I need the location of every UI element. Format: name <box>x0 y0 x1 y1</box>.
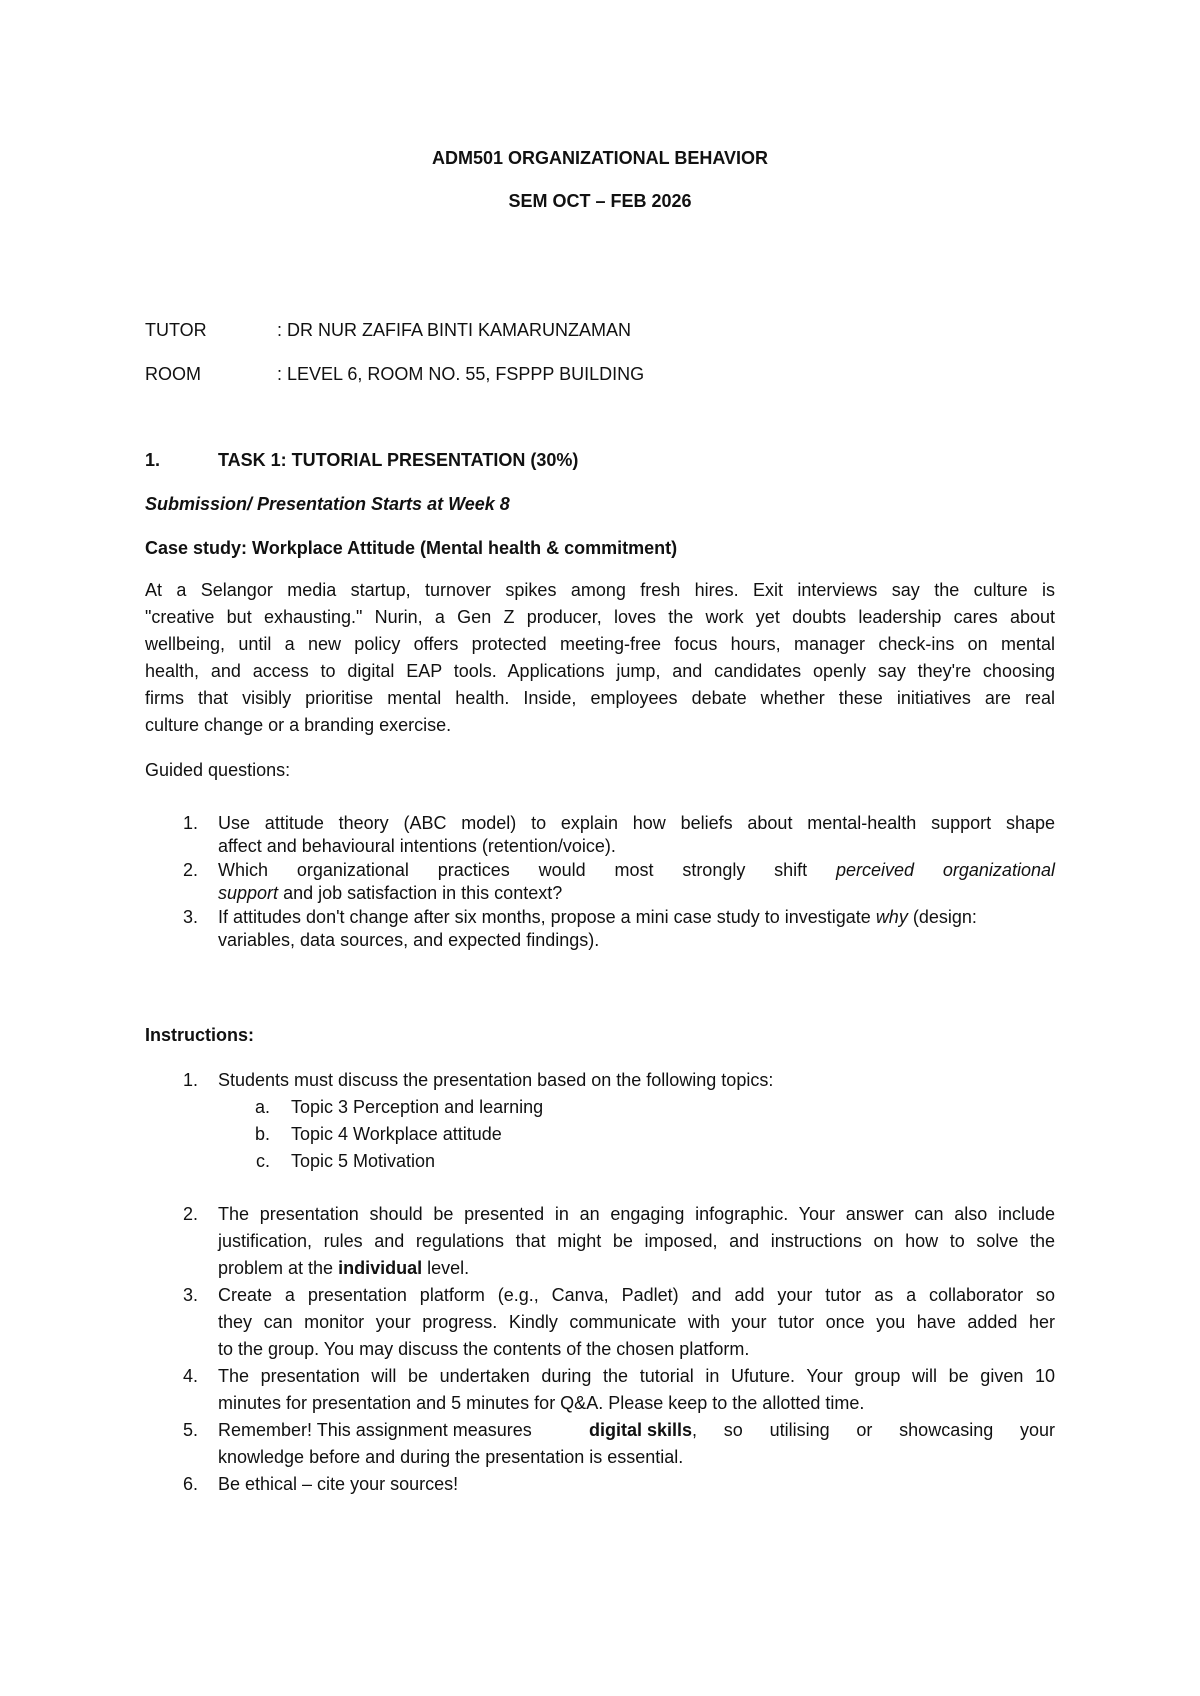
question-number: 1. <box>182 813 198 833</box>
question-text: Use attitude theory (ABC model) to explain how beliefs about mental-health support shape <box>218 813 1055 833</box>
instruction-bold: individual <box>338 1258 423 1278</box>
instruction-text <box>218 1420 1055 1441</box>
tutor-value: : DR NUR ZAFIFA BINTI KAMARUNZAMAN <box>277 320 632 340</box>
instruction-text-cont: minutes for presentation and 5 minutes for Q&A. Please keep to the allotted time. <box>218 1393 865 1413</box>
question-rest: and job satisfaction in this context? <box>283 883 563 903</box>
task-title: TASK 1: TUTORIAL PRESENTATION (30%) <box>218 450 579 470</box>
submission-note: Submission/ Presentation Starts at Week 8 <box>145 494 510 514</box>
instruction-number: 2. <box>182 1204 198 1224</box>
case-line: health, and access to digital EAP tools. Applications jump, and candidates openly say they're choosing <box>145 661 1055 681</box>
question-italic: organizational <box>942 860 1055 880</box>
instruction-text: Students must discuss the presentation based on the following topics: <box>218 1070 774 1090</box>
instruction-number: 5. <box>182 1420 198 1440</box>
question-word: most <box>614 860 654 880</box>
guided-questions-label: Guided questions: <box>145 760 291 780</box>
instruction-number: 6. <box>182 1474 198 1494</box>
question-number: 2. <box>182 860 198 880</box>
course-title: ADM501 ORGANIZATIONAL BEHAVIOR <box>431 148 769 168</box>
instruction-text: Be ethical – cite your sources! <box>218 1474 459 1494</box>
instruction-post: level. <box>422 1258 470 1278</box>
question-word: shift <box>774 860 808 880</box>
instruction-text-cont: they can monitor your progress. Kindly communicate with your tutor once you have added her <box>218 1312 1055 1332</box>
question-text <box>218 860 1055 881</box>
instruction-text: Create a presentation platform (e.g., Canva, Padlet) and add your tutor as a collaborator so <box>218 1285 1055 1305</box>
instruction-pre-wrap <box>218 1420 589 1441</box>
question-word: strongly <box>682 860 746 880</box>
topic-item: Topic 4 Workplace attitude <box>291 1124 502 1144</box>
question-text-cont <box>218 883 562 904</box>
question-word: Which <box>218 860 269 880</box>
question-pre: If attitudes don't change after six months, propose a mini case study to investigate <box>218 907 876 927</box>
case-line: firms that visibly prioritise mental health. Inside, employees debate whether these initiatives are real <box>145 688 1055 708</box>
topic-item: Topic 3 Perception and learning <box>291 1097 544 1117</box>
instruction-text: The presentation should be presented in an engaging infographic. Your answer can also include <box>218 1204 1055 1224</box>
question-text-cont: affect and behavioural intentions (retention/voice). <box>218 836 616 856</box>
case-study-title: Case study: Workplace Attitude (Mental health & commitment) <box>145 538 678 558</box>
question-italic: perceived <box>836 860 915 880</box>
instruction-text-cont <box>218 1258 469 1279</box>
question-number: 3. <box>182 907 198 927</box>
topic-letter: c. <box>255 1151 270 1171</box>
question-word: would <box>538 860 586 880</box>
task-number: 1. <box>145 450 161 470</box>
instruction-pre: Remember! This assignment measures <box>218 1420 532 1440</box>
instruction-pre: problem at the <box>218 1258 339 1278</box>
question-text-cont: variables, data sources, and expected findings). <box>218 930 600 950</box>
instruction-number: 1. <box>182 1070 198 1090</box>
case-line: culture change or a branding exercise. <box>145 715 452 735</box>
instruction-text-cont: to the group. You may discuss the contents of the chosen platform. <box>218 1339 750 1359</box>
question-italic: why <box>875 907 908 927</box>
question-word: practices <box>437 860 510 880</box>
instruction-post: , so utilising or showcasing your <box>692 1420 1056 1440</box>
case-line: "creative but exhausting." Nurin, a Gen Z producer, loves the work yet doubts leadership cares about <box>145 607 1055 627</box>
topic-letter: a. <box>254 1097 270 1117</box>
question-word: organizational <box>296 860 409 880</box>
instructions-heading: Instructions: <box>145 1025 255 1045</box>
instruction-text-cont: knowledge before and during the presentation is essential. <box>218 1447 684 1467</box>
instruction-bold: digital skills <box>588 1420 693 1440</box>
case-line: At a Selangor media startup, turnover spikes among fresh hires. Exit interviews say the culture is <box>145 580 1055 600</box>
case-line: wellbeing, until a new policy offers protected meeting-free focus hours, manager check-ins on mental <box>145 634 1055 654</box>
room-value: : LEVEL 6, ROOM NO. 55, FSPPP BUILDING <box>277 364 645 384</box>
instruction-bold-wrap <box>589 1420 692 1441</box>
question-post: (design: <box>907 907 977 927</box>
instruction-number: 4. <box>182 1366 198 1386</box>
instruction-text-cont: justification, rules and regulations that might be imposed, and instructions on how to solve the <box>218 1231 1055 1251</box>
instruction-number: 3. <box>182 1285 198 1305</box>
semester-title: SEM OCT – FEB 2026 <box>508 191 692 211</box>
topic-item: Topic 5 Motivation <box>291 1151 436 1171</box>
room-label: ROOM <box>145 364 201 384</box>
instruction-text: The presentation will be undertaken during the tutorial in Ufuture. Your group will be given 10 <box>218 1366 1055 1386</box>
question-text <box>218 907 977 928</box>
question-italic: support <box>218 883 279 903</box>
tutor-label: TUTOR <box>145 320 207 340</box>
topic-letter: b. <box>254 1124 270 1144</box>
